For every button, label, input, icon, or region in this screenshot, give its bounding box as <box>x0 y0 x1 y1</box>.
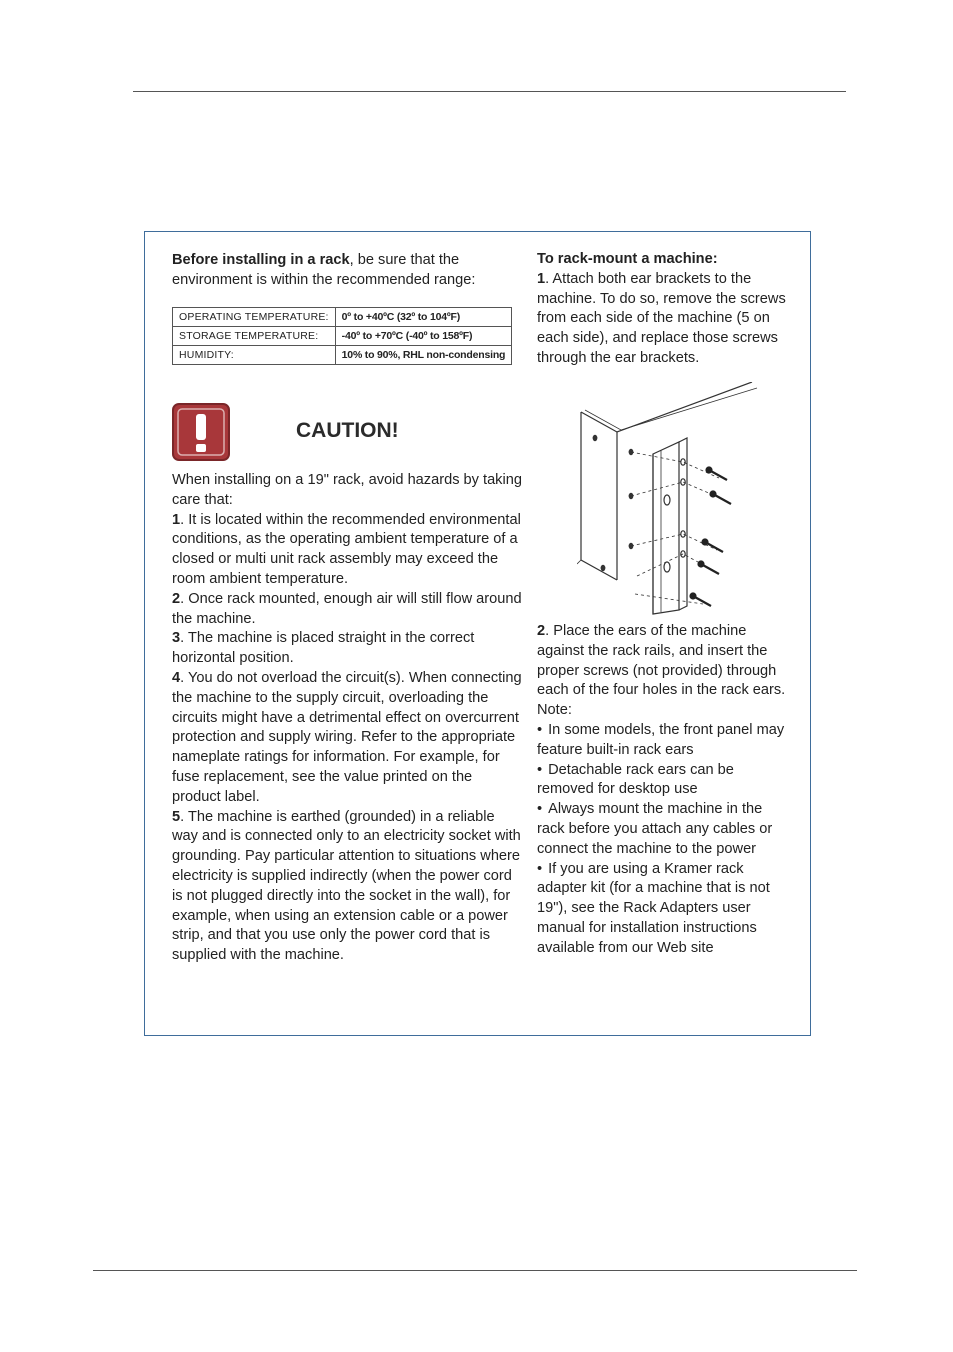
item-number: 2 <box>172 590 181 607</box>
note-item: • In some models, the front panel may feature built-in rack ears <box>537 721 787 761</box>
step-2 <box>537 622 787 701</box>
note-item: • Detachable rack ears can be removed for desktop use <box>537 761 787 801</box>
item-text: . You do not overload the circuit(s). When connecting the machine to the supply circuit, overloading the circuits might have a detrimental effect on overcurrent protection and supply wiring. Refer to the appropriate nameplate ratings for information. For example, for fuse replacement, see the value printed on the product label. <box>172 669 522 805</box>
item-text: . It is located within the recommended environmental conditions, as the operating ambient temperature of a closed or multi unit rack assembly may exceed the room ambient temperature. <box>172 511 521 587</box>
rack-mount-heading: To rack-mount a machine: <box>537 251 718 267</box>
env-label: HUMIDITY: <box>173 346 336 365</box>
note-item: • If you are using a Kramer rack adapter kit (for a machine that is not 19"), see the Rack Adapters user manual for installation instructions available from our Web site <box>537 860 787 959</box>
step-text: . Place the ears of the machine against the rack rails, and insert the proper screws (not provided) through each of the four holes in the rack ears. <box>537 623 786 699</box>
item-number: 4 <box>172 669 181 686</box>
env-label: STORAGE TEMPERATURE: <box>173 327 336 346</box>
header-rule <box>133 91 846 92</box>
hazard-item <box>172 808 522 966</box>
environment-intro-bold: Before installing in a rack <box>172 252 350 268</box>
exclamation-icon <box>172 403 230 461</box>
item-text: . The machine is placed straight in the correct horizontal position. <box>172 630 475 667</box>
environment-table <box>172 307 512 365</box>
env-label: OPERATING TEMPERATURE: <box>173 308 336 327</box>
footer-rule <box>93 1270 857 1271</box>
environment-intro <box>172 251 522 291</box>
caution-title: CAUTION! <box>296 419 399 442</box>
hazard-item <box>172 669 522 808</box>
table-row <box>173 327 512 346</box>
item-number: 3 <box>172 630 181 647</box>
step-number: 2 <box>537 623 546 639</box>
item-text: . Once rack mounted, enough air will still flow around the machine. <box>172 590 522 627</box>
table-row <box>173 308 512 327</box>
item-number: 1 <box>172 511 181 528</box>
env-value: 10% to 90%, RHL non-condensing <box>335 346 512 365</box>
hazard-list <box>172 471 522 966</box>
env-value: 0º to +40ºC (32º to 104ºF) <box>335 308 512 327</box>
item-number: 5 <box>172 808 181 825</box>
environment-intro-text: , be sure that the environment is within the recommended range: <box>172 252 476 288</box>
table-row <box>173 346 512 365</box>
rack-mount-step-2 <box>537 622 787 959</box>
note-label: Note: <box>537 702 572 719</box>
hazard-intro: When installing on a 19" rack, avoid hazards by taking care that: <box>172 472 522 508</box>
item-text: . The machine is earthed (grounded) in a reliable way and is connected only to an electricity socket with grounding. Pay particular attention to situations where electricity is supplied indirectly (when the power cord is not plugged directly into the socket in the wall), for example, when using an extension cable or a power strip, and that you use only the power cord that is supplied with the machine. <box>172 808 521 964</box>
step-1 <box>537 270 787 369</box>
hazard-item <box>172 629 522 669</box>
rack-mount-steps <box>537 250 787 369</box>
env-value: -40º to +70ºC (-40º to 158ºF) <box>335 327 512 346</box>
note-item: • Always mount the machine in the rack before you attach any cables or connect the machine to the power <box>537 800 787 859</box>
step-number: 1 <box>537 270 546 287</box>
hazard-item <box>172 511 522 590</box>
rack-installation-panel <box>144 231 811 1036</box>
step-text: . Attach both ear brackets to the machine. To do so, remove the screws from each side of the machine (5 on each side), and replace those screws through the ear brackets. <box>537 270 786 366</box>
rack-ear-bracket-illustration <box>577 382 777 622</box>
hazard-item <box>172 590 522 630</box>
